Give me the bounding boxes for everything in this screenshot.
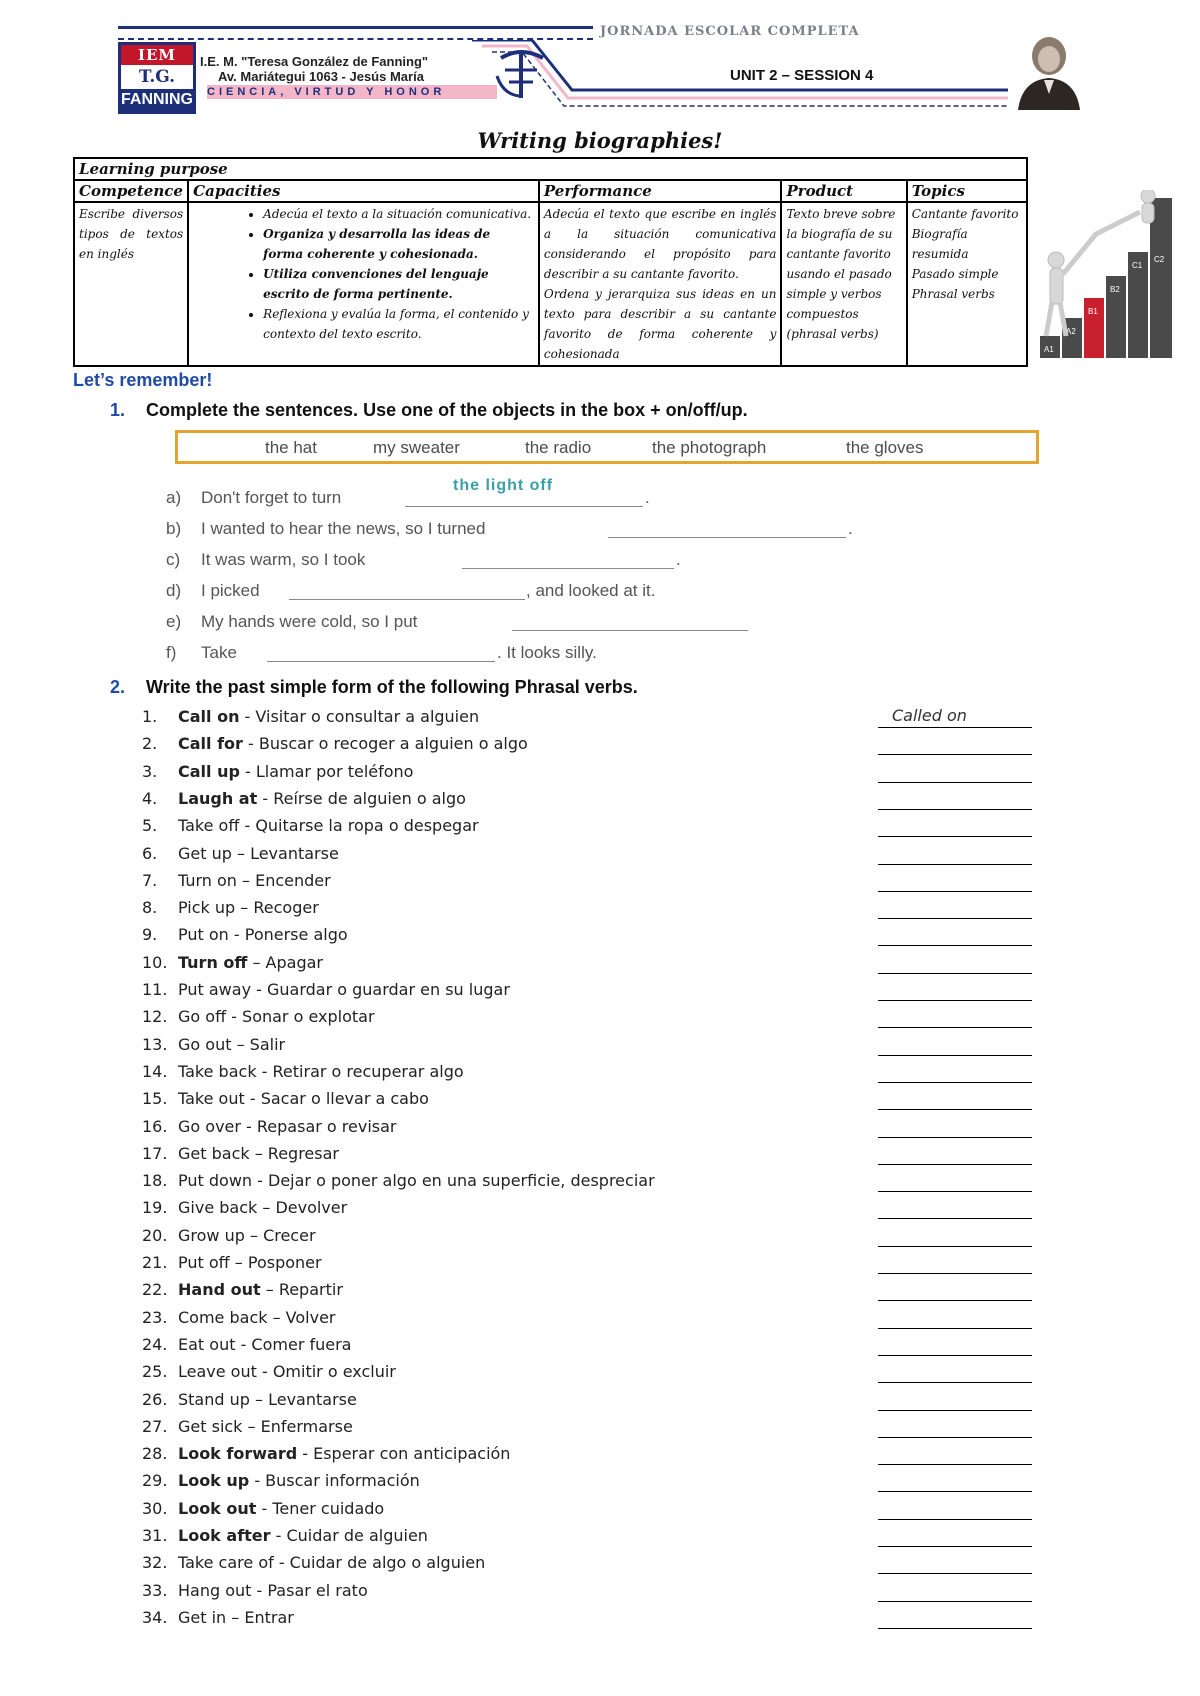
- phrasal-verb: Look out: [178, 1499, 257, 1518]
- phrasal-verb-item: [142, 1608, 294, 1627]
- phrasal-verb: Pick up: [178, 898, 236, 917]
- answer-blank[interactable]: [512, 630, 748, 631]
- monogram-emblem-icon: [493, 48, 549, 102]
- item-number: 16.: [142, 1117, 168, 1136]
- phrasal-verb-item: [142, 1035, 285, 1054]
- logo-bottom-text: FANNING: [121, 89, 193, 111]
- answer-line[interactable]: [878, 1027, 1032, 1028]
- item-number: 9.: [142, 925, 158, 944]
- answer-line[interactable]: [878, 1546, 1032, 1547]
- level-label: A2: [1066, 327, 1076, 336]
- phrasal-verb: Turn off: [178, 953, 248, 972]
- lets-remember-heading: Let’s remember!: [73, 370, 213, 390]
- answer-line[interactable]: [878, 1355, 1032, 1356]
- sentence-label: e): [166, 612, 182, 631]
- sentence-text: It was warm, so I took: [201, 550, 366, 569]
- item-number: 3.: [142, 762, 158, 781]
- verb-meaning: - Repasar o revisar: [240, 1117, 397, 1136]
- word-box-item: the photograph: [652, 438, 767, 457]
- phrasal-verb: Get sick: [178, 1417, 243, 1436]
- example-answer: the light off: [453, 477, 554, 494]
- sentence-text: Take: [201, 643, 237, 662]
- topic-item: Cantante favorito: [911, 207, 1019, 221]
- header-top-rule: [118, 26, 593, 40]
- phrasal-verb-item: [142, 1007, 375, 1026]
- phrasal-verb: Eat out: [178, 1335, 236, 1354]
- portrait-image: [1008, 28, 1090, 110]
- phrasal-verb: Get in: [178, 1608, 227, 1627]
- verb-meaning: - Sacar o llevar a cabo: [244, 1089, 429, 1108]
- sentence-end: , and looked at it.: [526, 581, 656, 600]
- item-number: 29.: [142, 1471, 168, 1490]
- answer-line[interactable]: [878, 1137, 1032, 1138]
- answer-blank[interactable]: [289, 599, 525, 600]
- phrasal-verb: Put off: [178, 1253, 230, 1272]
- phrasal-verb-item: [142, 1581, 368, 1600]
- school-address: Av. Mariátegui 1063 - Jesús María: [218, 69, 424, 84]
- sentence-label: a): [166, 488, 182, 507]
- verb-meaning: – Regresar: [249, 1144, 339, 1163]
- phrasal-verb: Give back: [178, 1198, 258, 1217]
- verb-meaning: - Ponerse algo: [228, 925, 348, 944]
- answer-line[interactable]: [878, 1464, 1032, 1465]
- phrasal-verb: Leave out: [178, 1362, 257, 1381]
- sentence-text: Don't forget to turn: [201, 488, 342, 507]
- example-answer: Called on: [892, 706, 967, 725]
- capacity-item: • Reflexiona y evalúa la forma, el contenido y contexto del texto escrito.: [263, 304, 534, 344]
- item-number: 22.: [142, 1280, 168, 1299]
- capacity-item: • Adecúa el texto a la situación comunicativa.: [263, 204, 534, 224]
- word-box: [175, 430, 1039, 464]
- sentence-text: My hands were cold, so I put: [201, 612, 418, 631]
- item-number: 24.: [142, 1335, 168, 1354]
- answer-line[interactable]: [878, 1191, 1032, 1192]
- verb-meaning: - Reírse de alguien o algo: [257, 789, 466, 808]
- sentence-text: I picked: [201, 581, 260, 600]
- header-competence: Competence: [74, 180, 188, 202]
- answer-line[interactable]: [878, 1218, 1032, 1219]
- answer-line[interactable]: [878, 864, 1032, 865]
- phrasal-verb: Grow up: [178, 1226, 245, 1245]
- verb-meaning: - Pasar el rato: [251, 1581, 368, 1600]
- phrasal-verb-item: [142, 734, 528, 753]
- item-number: 10.: [142, 953, 168, 972]
- answer-line[interactable]: [878, 782, 1032, 783]
- phrasal-verb-item: [142, 1144, 339, 1163]
- phrasal-verb-item: [142, 1553, 485, 1572]
- sentence-label: c): [166, 550, 181, 569]
- capacities-cell: [188, 202, 539, 366]
- answer-line[interactable]: [878, 1382, 1032, 1383]
- phrasal-verb-item: [142, 816, 479, 835]
- phrasal-verb: Go off: [178, 1007, 227, 1026]
- verb-meaning: – Volver: [267, 1308, 336, 1327]
- word-box-item: the gloves: [846, 438, 924, 457]
- header-performance: Performance: [539, 180, 782, 202]
- item-number: 1.: [142, 707, 158, 726]
- question-1-number: 1.: [110, 400, 126, 420]
- answer-line[interactable]: [878, 1573, 1032, 1574]
- answer-blank[interactable]: [608, 537, 846, 538]
- verb-meaning: - Guardar o guardar en su lugar: [251, 980, 510, 999]
- phrasal-verb: Go over: [178, 1117, 241, 1136]
- phrasal-verb: Put down: [178, 1171, 253, 1190]
- header-product: Product: [781, 180, 906, 202]
- phrasal-verb: Put on: [178, 925, 229, 944]
- verb-meaning: - Tener cuidado: [256, 1499, 385, 1518]
- phrasal-verb-item: [142, 1471, 420, 1490]
- answer-line[interactable]: [878, 1055, 1032, 1056]
- item-number: 11.: [142, 980, 168, 999]
- item-number: 34.: [142, 1608, 168, 1627]
- question-1-instruction: Complete the sentences. Use one of the objects in the box + on/off/up.: [146, 400, 748, 420]
- verb-meaning: – Entrar: [226, 1608, 294, 1627]
- learning-purpose-caption: Learning purpose: [74, 158, 1027, 180]
- item-number: 27.: [142, 1417, 168, 1436]
- item-number: 26.: [142, 1390, 168, 1409]
- item-number: 6.: [142, 844, 158, 863]
- item-number: 14.: [142, 1062, 168, 1081]
- item-number: 12.: [142, 1007, 168, 1026]
- item-number: 21.: [142, 1253, 168, 1272]
- answer-blank[interactable]: [405, 506, 643, 507]
- item-number: 13.: [142, 1035, 168, 1054]
- level-label: C1: [1132, 261, 1143, 270]
- item-number: 18.: [142, 1171, 168, 1190]
- capacity-item: • Utiliza convenciones del lenguaje escrito de forma pertinente.: [263, 264, 534, 304]
- phrasal-verb: Hand out: [178, 1280, 261, 1299]
- answer-line[interactable]: [878, 1328, 1032, 1329]
- phrasal-verb: Get back: [178, 1144, 250, 1163]
- verb-meaning: - Quitarse la ropa o despegar: [239, 816, 479, 835]
- header-capacities: Capacities: [188, 180, 539, 202]
- item-number: 30.: [142, 1499, 168, 1518]
- answer-line[interactable]: [878, 1628, 1032, 1629]
- phrasal-verb-item: [142, 1198, 347, 1217]
- item-number: 33.: [142, 1581, 168, 1600]
- verb-meaning: - Buscar o recoger a alguien o algo: [242, 734, 528, 753]
- phrasal-verb-item: [142, 1171, 655, 1190]
- sentence-label: f): [166, 643, 177, 662]
- phrasal-verb-item: [142, 1444, 510, 1463]
- item-number: 20.: [142, 1226, 168, 1245]
- item-number: 32.: [142, 1553, 168, 1572]
- phrasal-verb-item: [142, 1526, 428, 1545]
- answer-line[interactable]: [878, 1273, 1032, 1274]
- level-stairs-illustration: [1036, 190, 1176, 360]
- phrasal-verb: Call for: [178, 734, 243, 753]
- page-title: Writing biographies!: [477, 128, 723, 153]
- question-2-instruction: Write the past simple form of the following Phrasal verbs.: [146, 677, 638, 697]
- phrasal-verb: Put away: [178, 980, 252, 999]
- phrasal-verb: Go out: [178, 1035, 232, 1054]
- phrasal-verb-item: [142, 1089, 429, 1108]
- verb-meaning: – Crecer: [244, 1226, 316, 1245]
- phrasal-verb-item: [142, 844, 339, 863]
- item-number: 31.: [142, 1526, 168, 1545]
- logo-mid-text: T.G.: [138, 67, 176, 87]
- header-topics: Topics: [907, 180, 1027, 202]
- sentence-end: .: [848, 519, 853, 538]
- answer-line[interactable]: [878, 1410, 1032, 1411]
- phrasal-verb-item: [142, 1253, 322, 1272]
- item-number: 8.: [142, 898, 158, 917]
- word-box-item: the hat: [265, 438, 317, 457]
- item-number: 2.: [142, 734, 158, 753]
- item-number: 5.: [142, 816, 158, 835]
- verb-meaning: - Cuidar de alguien: [270, 1526, 428, 1545]
- phrasal-verb-item: [142, 762, 413, 781]
- logo-top-text: IEM: [121, 45, 193, 65]
- performance-item: Ordena y jerarquiza sus ideas en un texto para describir a su cantante favorito de forma coherente y cohesionada: [543, 287, 777, 361]
- answer-line[interactable]: [878, 809, 1032, 810]
- phrasal-verb: Call up: [178, 762, 240, 781]
- answer-line[interactable]: [878, 1082, 1032, 1083]
- phrasal-verb-item: [142, 1226, 316, 1245]
- answer-line[interactable]: [878, 1491, 1032, 1492]
- phrasal-verb: Call on: [178, 707, 240, 726]
- sentence-label: b): [166, 519, 182, 538]
- phrasal-verb-item: [142, 1335, 351, 1354]
- answer-line[interactable]: [878, 836, 1032, 837]
- phrasal-verb-item: [142, 789, 466, 808]
- verb-meaning: - Buscar información: [249, 1471, 420, 1490]
- phrasal-verb: Laugh at: [178, 789, 258, 808]
- competence-cell: Escribe diversos tipos de textos en inglés: [74, 202, 188, 366]
- answer-blank[interactable]: [462, 568, 674, 569]
- answer-line[interactable]: [878, 1300, 1032, 1301]
- word-box-item: my sweater: [373, 438, 460, 457]
- school-name: I.E. M. "Teresa González de Fanning": [200, 54, 429, 69]
- answer-line[interactable]: [878, 1164, 1032, 1165]
- performance-item: Adecúa el texto que escribe en inglés a la situación comunicativa considerando el propósito para describir a su cantante favorito.: [543, 207, 777, 281]
- learning-purpose-table: [73, 157, 1028, 367]
- verb-meaning: – Posponer: [229, 1253, 322, 1272]
- answer-line[interactable]: [878, 918, 1032, 919]
- verb-meaning: – Levantarse: [231, 844, 339, 863]
- phrasal-verb-item: [142, 1062, 464, 1081]
- phrasal-verb: Take back: [178, 1062, 257, 1081]
- answer-line[interactable]: [878, 1519, 1032, 1520]
- verb-meaning: – Levantarse: [249, 1390, 357, 1409]
- item-number: 25.: [142, 1362, 168, 1381]
- level-label: B2: [1110, 285, 1120, 294]
- phrasal-verb: Come back: [178, 1308, 268, 1327]
- verb-meaning: - Visitar o consultar a alguien: [239, 707, 480, 726]
- sentence-text: I wanted to hear the news, so I turned: [201, 519, 486, 538]
- answer-line[interactable]: [878, 891, 1032, 892]
- phrasal-verb-item: [142, 1117, 396, 1136]
- level-label: A1: [1044, 345, 1054, 354]
- topic-item: Pasado simple: [911, 267, 999, 281]
- item-number: 19.: [142, 1198, 168, 1217]
- level-label: B1: [1088, 307, 1098, 316]
- answer-line[interactable]: [878, 754, 1032, 755]
- phrasal-verb: Take off: [178, 816, 240, 835]
- verb-meaning: – Salir: [231, 1035, 286, 1054]
- phrasal-verb: Stand up: [178, 1390, 250, 1409]
- sentence-end: .: [676, 550, 681, 569]
- topics-cell: [907, 202, 1027, 366]
- item-number: 28.: [142, 1444, 168, 1463]
- phrasal-verb: Look up: [178, 1471, 250, 1490]
- performance-cell: [539, 202, 782, 366]
- sentence-end: .: [645, 488, 650, 507]
- verb-meaning: – Recoger: [235, 898, 319, 917]
- school-motto: CIENCIA, VIRTUD Y HONOR: [207, 85, 497, 99]
- answer-line[interactable]: [878, 973, 1032, 974]
- phrasal-verb-item: [142, 1280, 343, 1299]
- verb-meaning: – Enfermarse: [242, 1417, 353, 1436]
- verb-meaning: - Esperar con anticipación: [297, 1444, 511, 1463]
- phrasal-verb-item: [142, 1417, 353, 1436]
- phrasal-verb: Get up: [178, 844, 232, 863]
- answer-line[interactable]: [878, 1601, 1032, 1602]
- phrasal-verb-item: [142, 925, 348, 944]
- phrasal-verb: Look forward: [178, 1444, 298, 1463]
- verb-meaning: – Repartir: [260, 1280, 343, 1299]
- answer-line[interactable]: [878, 1246, 1032, 1247]
- phrasal-verb-item: [142, 898, 319, 917]
- verb-meaning: - Retirar o recuperar algo: [256, 1062, 464, 1081]
- school-logo: [118, 42, 196, 114]
- item-number: 15.: [142, 1089, 168, 1108]
- phrasal-verb-item: [142, 1308, 336, 1327]
- topic-item: Phrasal verbs: [911, 287, 995, 301]
- phrasal-verb: Take out: [178, 1089, 245, 1108]
- verb-meaning: - Omitir o excluir: [256, 1362, 396, 1381]
- verb-meaning: – Encender: [236, 871, 331, 890]
- answer-blank[interactable]: [267, 661, 495, 662]
- phrasal-verb: Take care of: [178, 1553, 274, 1572]
- answer-line[interactable]: [878, 727, 1032, 728]
- product-cell: Texto breve sobre la biografía de su cantante favorito usando el pasado simple y verbos compuestos (phrasal verbs): [781, 202, 906, 366]
- verb-meaning: - Cuidar de algo o alguien: [273, 1553, 486, 1572]
- phrasal-verb-item: [142, 1390, 357, 1409]
- unit-session-label: UNIT 2 – SESSION 4: [730, 67, 874, 84]
- phrasal-verb: Hang out: [178, 1581, 252, 1600]
- phrasal-verb-item: [142, 871, 331, 890]
- item-number: 4.: [142, 789, 158, 808]
- question-2-number: 2.: [110, 677, 126, 697]
- phrasal-verb: Look after: [178, 1526, 271, 1545]
- phrasal-verb-item: [142, 707, 479, 726]
- word-box-item: the radio: [525, 438, 592, 457]
- verb-meaning: - Dejar o poner algo en una superficie, despreciar: [252, 1171, 655, 1190]
- topic-item: Biografía resumida: [911, 227, 969, 261]
- phrasal-verb-item: [142, 1362, 396, 1381]
- jornada-label: JORNADA ESCOLAR COMPLETA: [600, 24, 860, 39]
- answer-line[interactable]: [878, 945, 1032, 946]
- sentence-label: d): [166, 581, 182, 600]
- phrasal-verb-item: [142, 953, 323, 972]
- phrasal-verb: Turn on: [178, 871, 237, 890]
- answer-line[interactable]: [878, 1000, 1032, 1001]
- phrasal-verb-item: [142, 980, 510, 999]
- verb-meaning: - Llamar por teléfono: [239, 762, 414, 781]
- verb-meaning: – Apagar: [247, 953, 323, 972]
- capacity-item: • Organiza y desarrolla las ideas de forma coherente y cohesionada.: [263, 224, 534, 264]
- verb-meaning: - Comer fuera: [235, 1335, 352, 1354]
- answer-line[interactable]: [878, 1109, 1032, 1110]
- item-number: 17.: [142, 1144, 168, 1163]
- sentence-end: . It looks silly.: [497, 643, 597, 662]
- verb-meaning: – Devolver: [257, 1198, 348, 1217]
- answer-line[interactable]: [878, 1437, 1032, 1438]
- verb-meaning: - Sonar o explotar: [226, 1007, 375, 1026]
- phrasal-verb-item: [142, 1499, 384, 1518]
- item-number: 23.: [142, 1308, 168, 1327]
- item-number: 7.: [142, 871, 158, 890]
- level-label: C2: [1154, 255, 1165, 264]
